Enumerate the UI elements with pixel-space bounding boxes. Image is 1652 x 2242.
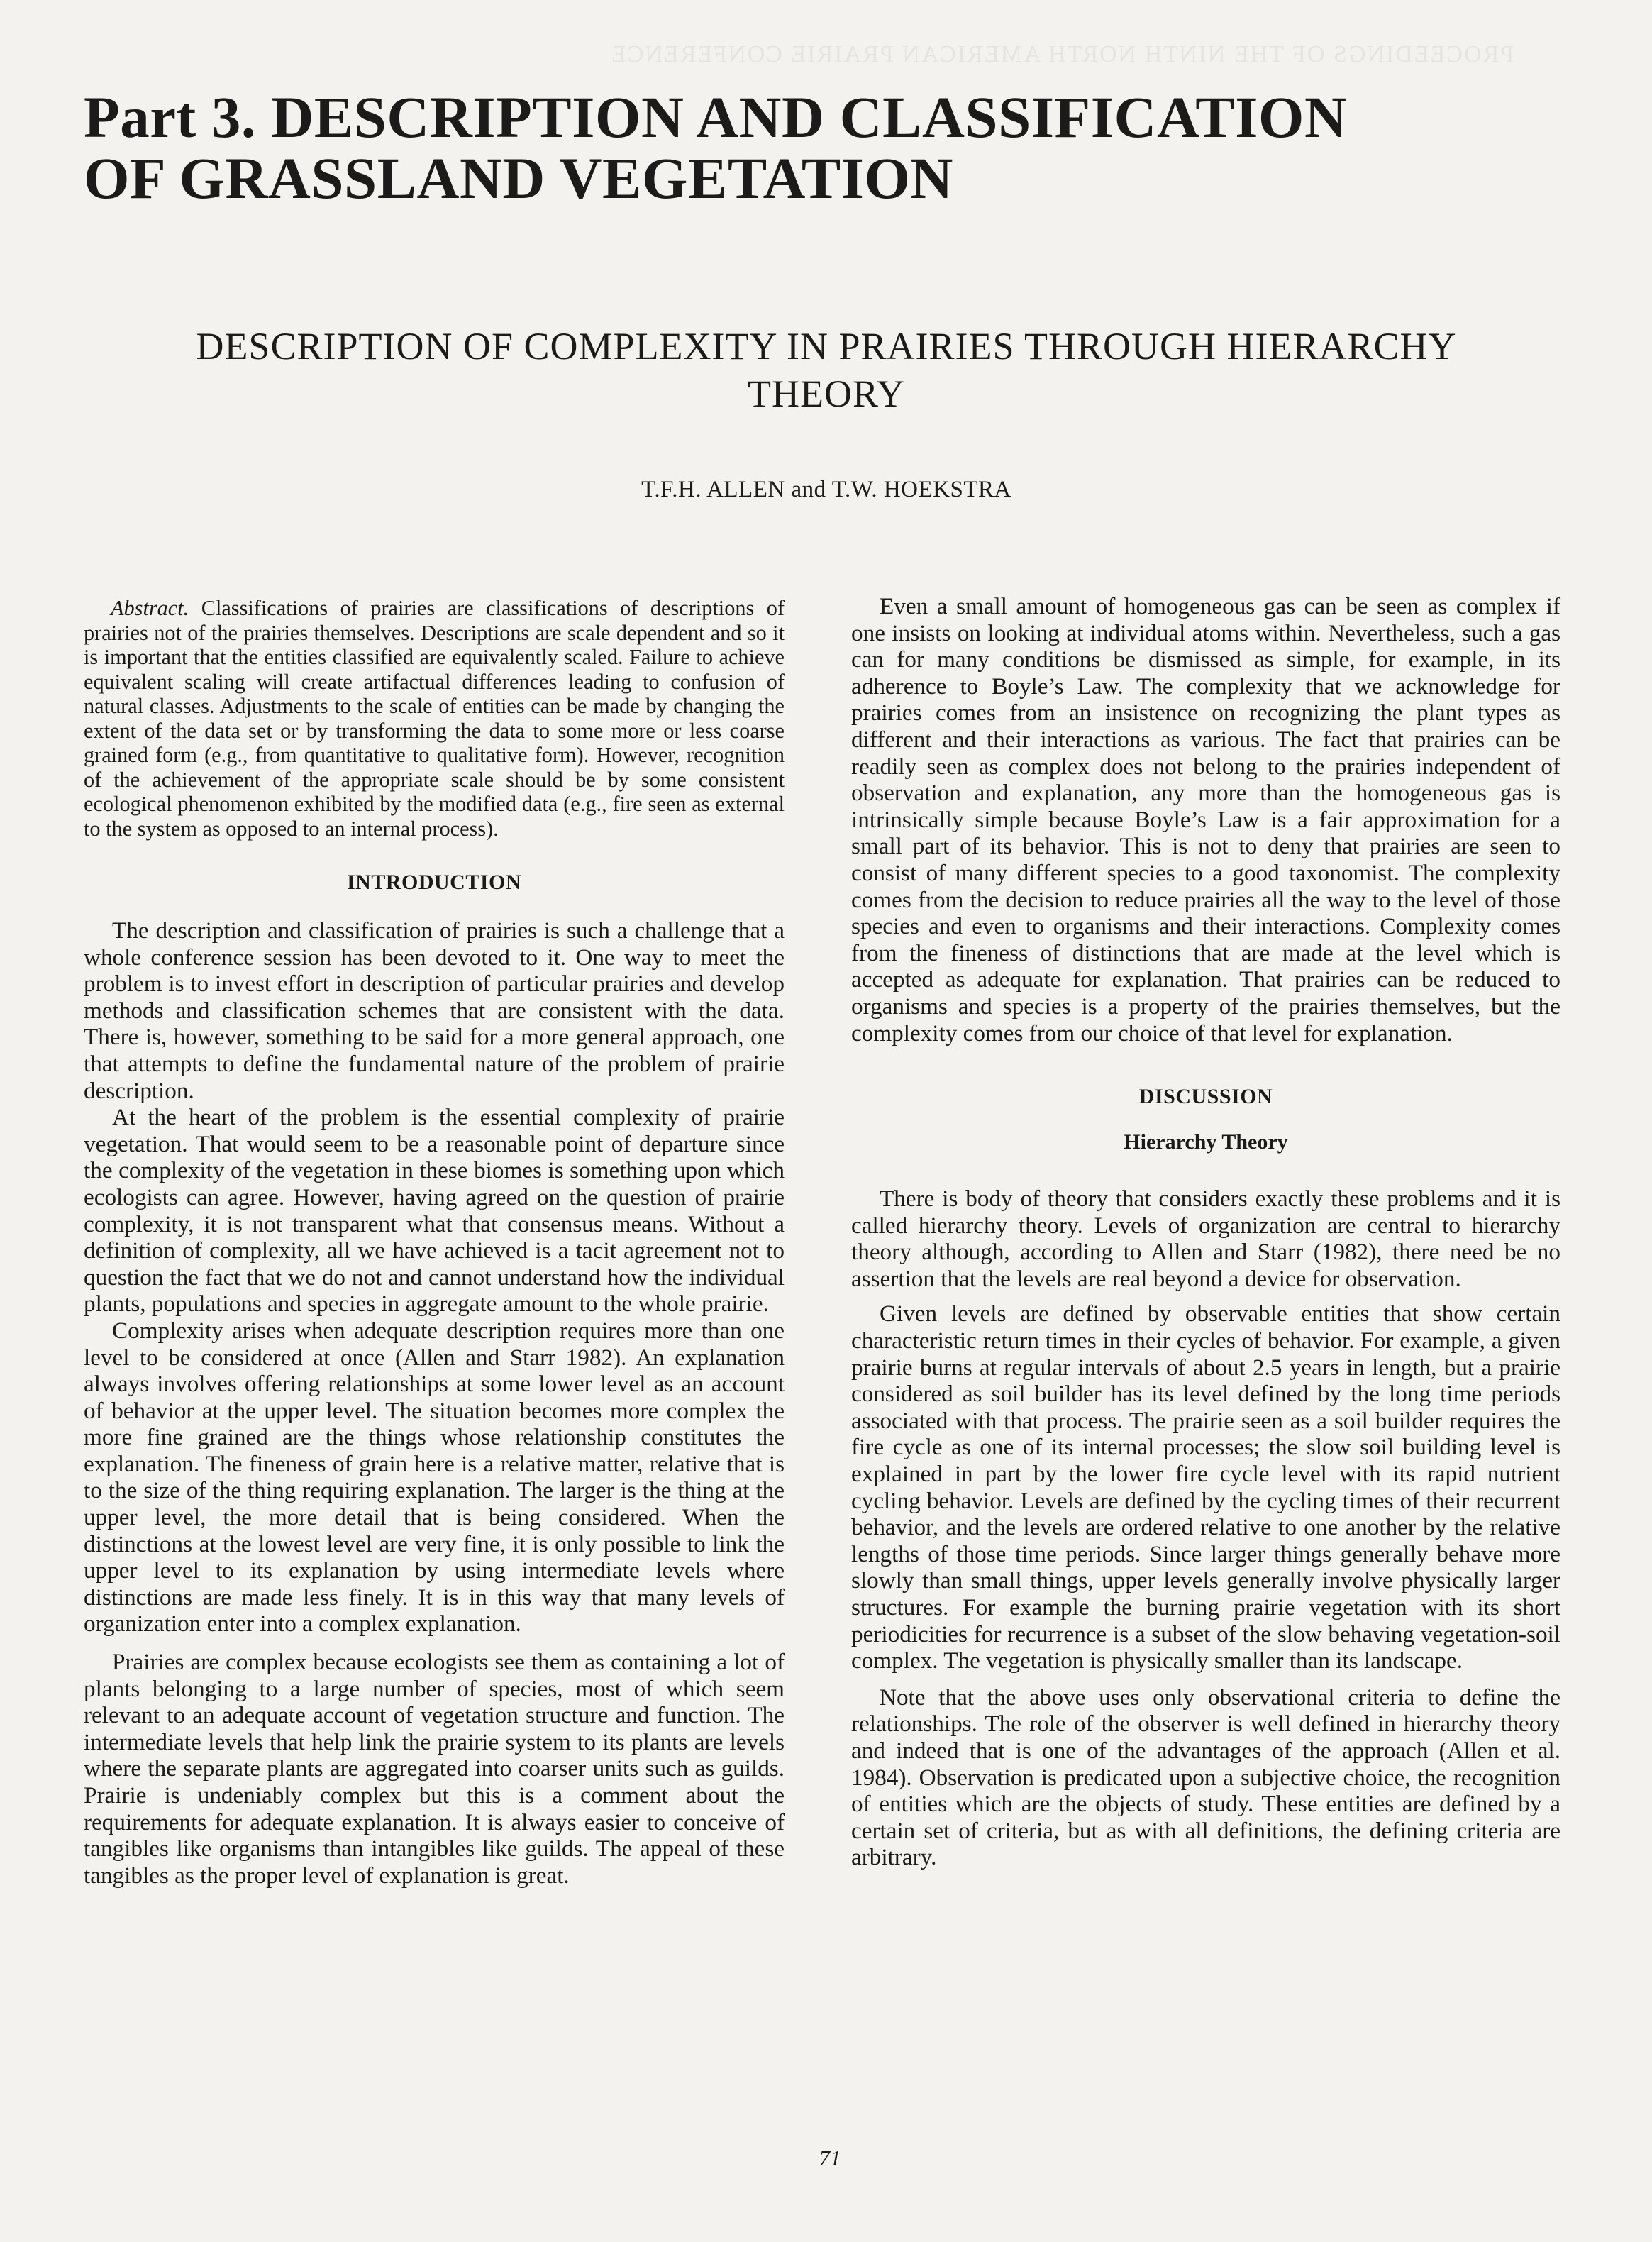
discussion-heading: DISCUSSION <box>1138 1085 1273 1109</box>
discussion-paragraph-1: There is body of theory that considers exactly these problems and it is called hierarchy theory. Levels of organization are central to hierarchy theory although, according to Allen and Starr (1982), there need be no assertion that the levels are real beyond a device for observation. <box>851 1186 1560 1292</box>
bleed-through-header: PROCEEDINGS OF THE NINTH NORTH AMERICAN PRAIRIE CONFERENCE <box>610 41 1514 67</box>
abstract-text: Classifications of prairies are classifications of descriptions of prairies not of the prairies themselves. Descriptions are scale dependent and so it is important that the entities classified are equivalently scaled. Failure to achieve equivalent scaling will create artifactual differences leading to confusion of natural classes. Adjustments to the scale of entities can be made by changing the extent of the data set or by transforming the data to some more or less coarse grained form (e.g., from quantitative to qualitative form). However, recognition of the achievement of the appropriate scale should be by some consistent ecological phenomenon exhibited by the modified data (e.g., fire seen as external to the system as opposed to an internal process). <box>84 596 785 841</box>
abstract-label: Abstract. <box>111 596 189 620</box>
hierarchy-theory-subheading: Hierarchy Theory <box>1124 1130 1288 1154</box>
right-column <box>851 593 1560 1871</box>
introduction-heading: INTRODUCTION <box>346 871 522 894</box>
article-title: DESCRIPTION OF COMPLEXITY IN PRAIRIES THROUGH HIERARCHY THEORY <box>196 325 1457 415</box>
intro-paragraph-4: Prairies are complex because ecologists see them as containing a lot of plants belonging to a large number of species, most of which seem relevant to an adequate account of vegetation structure and function. The intermediate levels that help link the prairie system to its plants are levels where the separate plants are aggregated into coarser units such as guilds. Prairie is undeniably complex but this is a comment about the requirements for adequate explanation. It is always easier to conceive of tangibles like organisms than intangibles like guilds. The appeal of these tangibles as the proper level of explanation is great. <box>84 1649 785 1889</box>
left-column <box>84 596 785 1889</box>
page-number: 71 <box>819 2146 841 2170</box>
discussion-paragraph-3: Note that the above uses only observational criteria to define the relationships. The role of the observer is well defined in hierarchy theory and indeed that is one of the advantages of the approach (Allen et al. 1984). Observation is predicated upon a subjective choice, the recognition of entities which are the objects of study. These entities are defined by a certain set of criteria, but as with all definitions, the defining criteria are arbitrary. <box>851 1684 1560 1871</box>
intro-paragraph-2: At the heart of the problem is the essential complexity of prairie vegetation. That would seem to be a reasonable point of departure since the complexity of the vegetation in these biomes is something upon which ecologists can agree. However, having agreed on the question of prairie complexity, it is not transparent what that consensus means. Without a definition of complexity, all we have achieved is a tacit agreement not to question the fact that we do not and cannot understand how the individual plants, populations and species in aggregate amount to the whole prairie. <box>84 1104 785 1318</box>
discussion-paragraph-2: Given levels are defined by observable entities that show certain characteristic return times in their cycles of behavior. For example, a given prairie burns at regular intervals of about 2.5 years in length, but a prairie considered as soil builder has its level defined by the long time periods associated with that process. The prairie seen as a soil builder requires the fire cycle as one of its internal processes; the slow soil building level is explained in part by the lower fire cycle level with its rapid nutrient cycling behavior. Levels are defined by the cycling times of their recurrent behavior, and the levels are ordered relative to one another by the relative lengths of those time periods. Since larger things generally behave more slowly than small things, upper levels generally involve physically larger structures. For example the burning prairie vegetation with its short periodicities for recurrence is a subset of the slow behaving vegetation-soil complex. The vegetation is physically smaller than its landscape. <box>851 1301 1560 1674</box>
abstract <box>84 596 785 841</box>
intro-paragraph-1: The description and classification of prairies is such a challenge that a whole conference session has been devoted to it. One way to meet the problem is to invest effort in description of particular prairies and develop methods and classification schemes that are consistent with the data. There is, however, something to be said for a more general approach, one that attempts to define the fundamental nature of the problem of prairie description. <box>84 917 785 1104</box>
intro-paragraph-5: Even a small amount of homogeneous gas can be seen as complex if one insists on looking at individual atoms within. Nevertheless, such a gas can for many conditions be dismissed as simple, for example, in its adherence to Boyle’s Law. The complexity that we acknowledge for prairies comes from an insistence on recognizing the plant types as different and their interactions as various. The fact that prairies can be readily seen as complex does not belong to the prairies independent of observation and explanation, any more than the homogeneous gas is intrinsically simple because Boyle’s Law is a fair approximation for a small part of its behavior. This is not to deny that prairies are seen to consist of many different species to a good taxonomist. The complexity comes from the decision to reduce prairies all the way to the level of those species and even to organisms and their interactions. Complexity comes from the fineness of distinctions that are made at the level which is accepted as adequate for explanation. That prairies can be reduced to organisms and species is a property of the prairies themselves, but the complexity comes from our choice of that level for explanation. <box>851 593 1560 1047</box>
intro-paragraph-3: Complexity arises when adequate description requires more than one level to be considered at once (Allen and Starr 1982). An explanation always involves offering relationships at some lower level as an account of behavior at the upper level. The situation becomes more complex the more fine grained are the things whose relationship constitutes the explanation. The fineness of grain here is a relative matter, relative that is to the size of the thing requiring explanation. The larger is the thing at the upper level, the more detail that is being considered. When the distinctions at the lowest level are very fine, it is only possible to link the upper level to its explanation by using intermediate levels where distinctions are made less finely. It is in this way that many levels of organization enter into a complex explanation. <box>84 1317 785 1638</box>
authors: T.F.H. ALLEN and T.W. HOEKSTRA <box>641 477 1011 502</box>
part-title: Part 3. DESCRIPTION AND CLASSIFICATION OF GRASSLAND VEGETATION <box>84 84 1348 211</box>
